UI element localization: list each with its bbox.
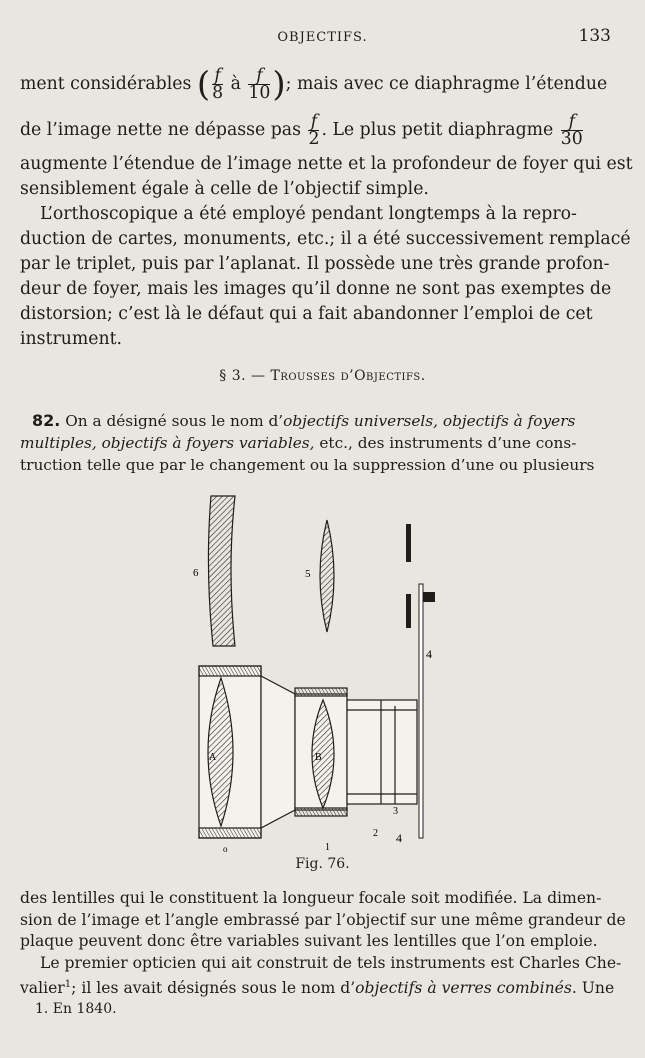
text-line: L’orthoscopique a été employé pendant longtemps à la repro- [40,204,577,224]
text-fragment: ment considérables [20,74,192,94]
diaphragm-bottom [406,594,411,628]
close-paren: ) [272,64,286,105]
text-line [20,62,612,106]
text-line: distorsion; c’est là le défaut qui a fait abandonner l’emploi de cet [20,304,593,324]
fraction-denominator: 8 [212,83,224,103]
label-6: 6 [193,567,199,579]
fraction-numerator: f [308,114,319,131]
fraction [212,68,223,101]
running-title: OBJECTIFS. [277,30,368,45]
label-4-top: 4 [426,647,432,661]
text-fragment: de l’image nette ne dépasse pas [20,120,301,140]
label-3: 3 [393,806,398,817]
label-0: o [223,844,228,854]
text-line: sion de l’image et l’angle embrassé par l’objectif sur une même grandeur de [20,910,626,929]
text-fragment: à [230,74,241,94]
diaphragm-top [406,524,411,562]
section-title: Trousses d’Objectifs. [270,368,426,384]
paragraph-continuation-end [20,888,626,1000]
label-4-bottom: 4 [396,831,402,845]
italic-term: objectifs universels, objectifs à foyers [283,412,576,430]
fraction-denominator: 30 [560,129,583,149]
fraction [308,114,319,147]
text-line: augmente l’étendue de l’image nette et la profondeur de foyer qui est [20,154,633,174]
rack-rod [419,584,423,838]
text-line: instrument. [20,329,123,349]
open-paren: ( [196,64,211,105]
fraction-denominator: 2 [308,129,320,149]
section-number: § 3. — [219,368,266,384]
paragraph-number: 82. [32,411,61,430]
text-line [20,410,612,432]
text-fragment: ; mais avec ce diaphragme l’étendue [285,74,608,94]
text-line: sensiblement égale à celle de l’objectif simple. [20,179,429,199]
fraction-numerator: f [212,68,223,85]
text-line: par le triplet, puis par l’aplanat. Il possède une très grande profon- [20,254,610,274]
footnote-marker: 1 [64,979,72,990]
text-fragment: etc., des instruments d’une cons- [319,434,577,452]
text-line [20,432,612,454]
paragraph-82 [20,410,612,476]
italic-term: multiples, objectifs à foyers variables, [20,434,315,452]
text-line: plaque peuvent donc être variables suivant les lentilles que l’on emploie. [20,932,598,950]
lens-6 [208,496,235,646]
text-line: deur de foyer, mais les images qu’il donne ne sont pas exemptes de [20,279,612,299]
lens-set-figure [185,488,455,858]
text-line: des lentilles qui le constituent la longueur focale soit modifiée. La dimen- [20,889,602,907]
running-header [0,26,645,48]
figure-caption: Fig. 76. [295,856,350,872]
italic-term: objectifs à verres combinés [355,979,572,998]
fraction-denominator: 10 [248,83,271,103]
text-fragment: . Le plus petit diaphragme [321,120,554,140]
text-line [20,974,615,1000]
fraction [248,68,270,101]
text-line: truction telle que par le changement ou la suppression d’une ou plusieurs [20,456,595,474]
fraction-numerator: f [248,68,270,85]
page-number: 133 [578,26,611,46]
rack-knob [423,592,435,602]
label-A: A [209,752,217,763]
text-fragment: ; il les avait désignés sous le nom d’ [71,979,356,998]
label-5: 5 [305,568,311,580]
text-fragment: valier [20,979,65,998]
fraction-numerator: f [561,114,583,131]
text-fragment: . Une [571,979,615,998]
text-line: Le premier opticien qui ait construit de tels instruments est Charles Che- [40,953,622,972]
text-fragment: On a désigné sous le nom d’ [65,412,284,430]
section-heading [0,368,645,384]
label-2: 2 [373,828,378,839]
text-line: duction de cartes, monuments, etc.; il a été successivement remplacé [20,229,631,249]
label-1: 1 [325,842,330,853]
paragraph-continuation [20,62,633,352]
footnote: 1. En 1840. [35,1001,117,1017]
text-line [20,108,612,152]
fraction [561,114,583,147]
lens-5 [320,520,334,632]
label-B: B [315,752,322,763]
